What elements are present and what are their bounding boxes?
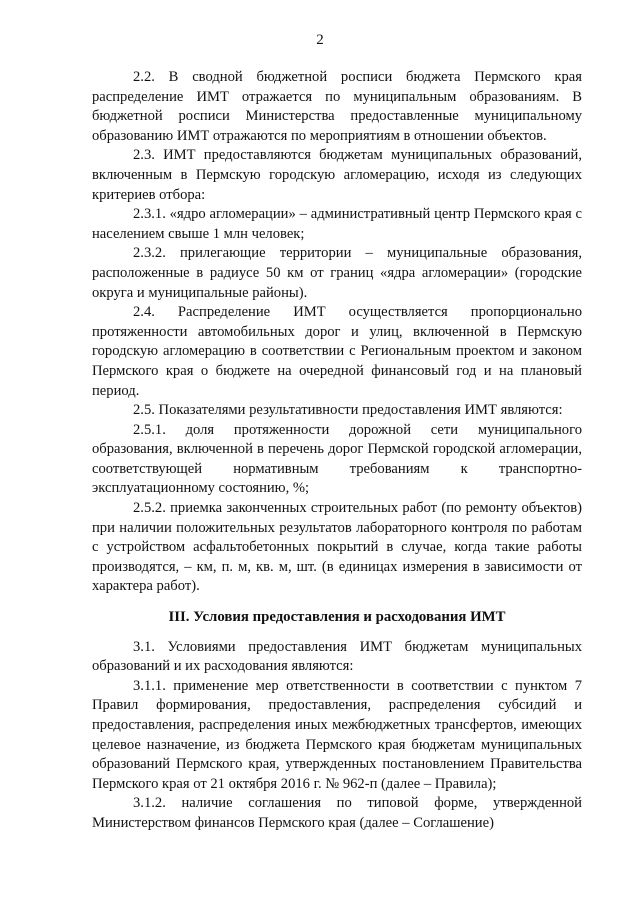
paragraph-2-3-1: 2.3.1. «ядро агломерации» – административный центр Пермского края с населением свыше 1 млн человек; [92, 206, 582, 242]
paragraph-2-5: 2.5. Показателями результативности предоставления ИМТ являются: [133, 402, 563, 419]
paragraph-3-1-1: 3.1.1. применение мер ответственности в соответствии с пунктом 7 Правил формирования, предоставления, распределения субсидий и предоставления, распределения иных межбюджетных трансфертов, имеющих целевое назначение, из бюджета Пермского края бюджетам муниципальных образований Пермского края, утвержденных постановлением Правительства Пермского края от 21 октября 2016 г. № 962-п (далее – Правила); [92, 677, 582, 792]
paragraph-2-3: 2.3. ИМТ предоставляются бюджетам муниципальных образований, включенным в Пермскую городскую агломерацию, исходя из следующих критериев отбора: [92, 147, 582, 203]
paragraph-2-5-2: 2.5.2. приемка законченных строительных работ (по ремонту объектов) при наличии положительных результатов лабораторного контроля по работам с устройством асфальтобетонных покрытий в случае, когда такие работы производятся, – км, п. м, кв. м, шт. (в единицах измерения в зависимости от характера работ). [92, 500, 582, 595]
paragraph-2-2: 2.2. В сводной бюджетной росписи бюджета Пермского края распределение ИМТ отражается по муниципальным образованиям. В бюджетной росписи Министерства предоставленные муниципальному образованию ИМТ отражаются по мероприятиям в отношении объектов. [92, 69, 582, 144]
paragraph-3-1: 3.1. Условиями предоставления ИМТ бюджетам муниципальных образований и их расходования являются: [92, 638, 582, 675]
paragraph-2-3-2: 2.3.2. прилегающие территории – муниципальные образования, расположенные в радиусе 50 км от границ «ядра агломерации» (городские округа и муниципальные районы). [92, 245, 582, 301]
page-number: 2 [316, 32, 324, 48]
paragraph-3-1-2: 3.1.2. наличие соглашения по типовой форме, утвержденной Министерством финансов Пермского края (далее – Соглашение) [92, 795, 582, 831]
section-3-heading: III. Условия предоставления и расходования ИМТ [168, 609, 506, 626]
paragraph-2-4: 2.4. Распределение ИМТ осуществляется пропорционально протяженности автомобильных дорог и улиц, включенной в Пермскую городскую агломерацию в соответствии с Региональным проектом и законом Пермского края о бюджете на очередной финансовый год и на плановый период. [92, 304, 582, 399]
document-body [92, 68, 582, 834]
paragraph-2-5-1: 2.5.1. доля протяженности дорожной сети муниципального образования, включенной в перечень дорог Пермской городской агломерации, соответствующей нормативным требованиям к транспортно-эксплуатационному состоянию, %; [92, 421, 582, 497]
